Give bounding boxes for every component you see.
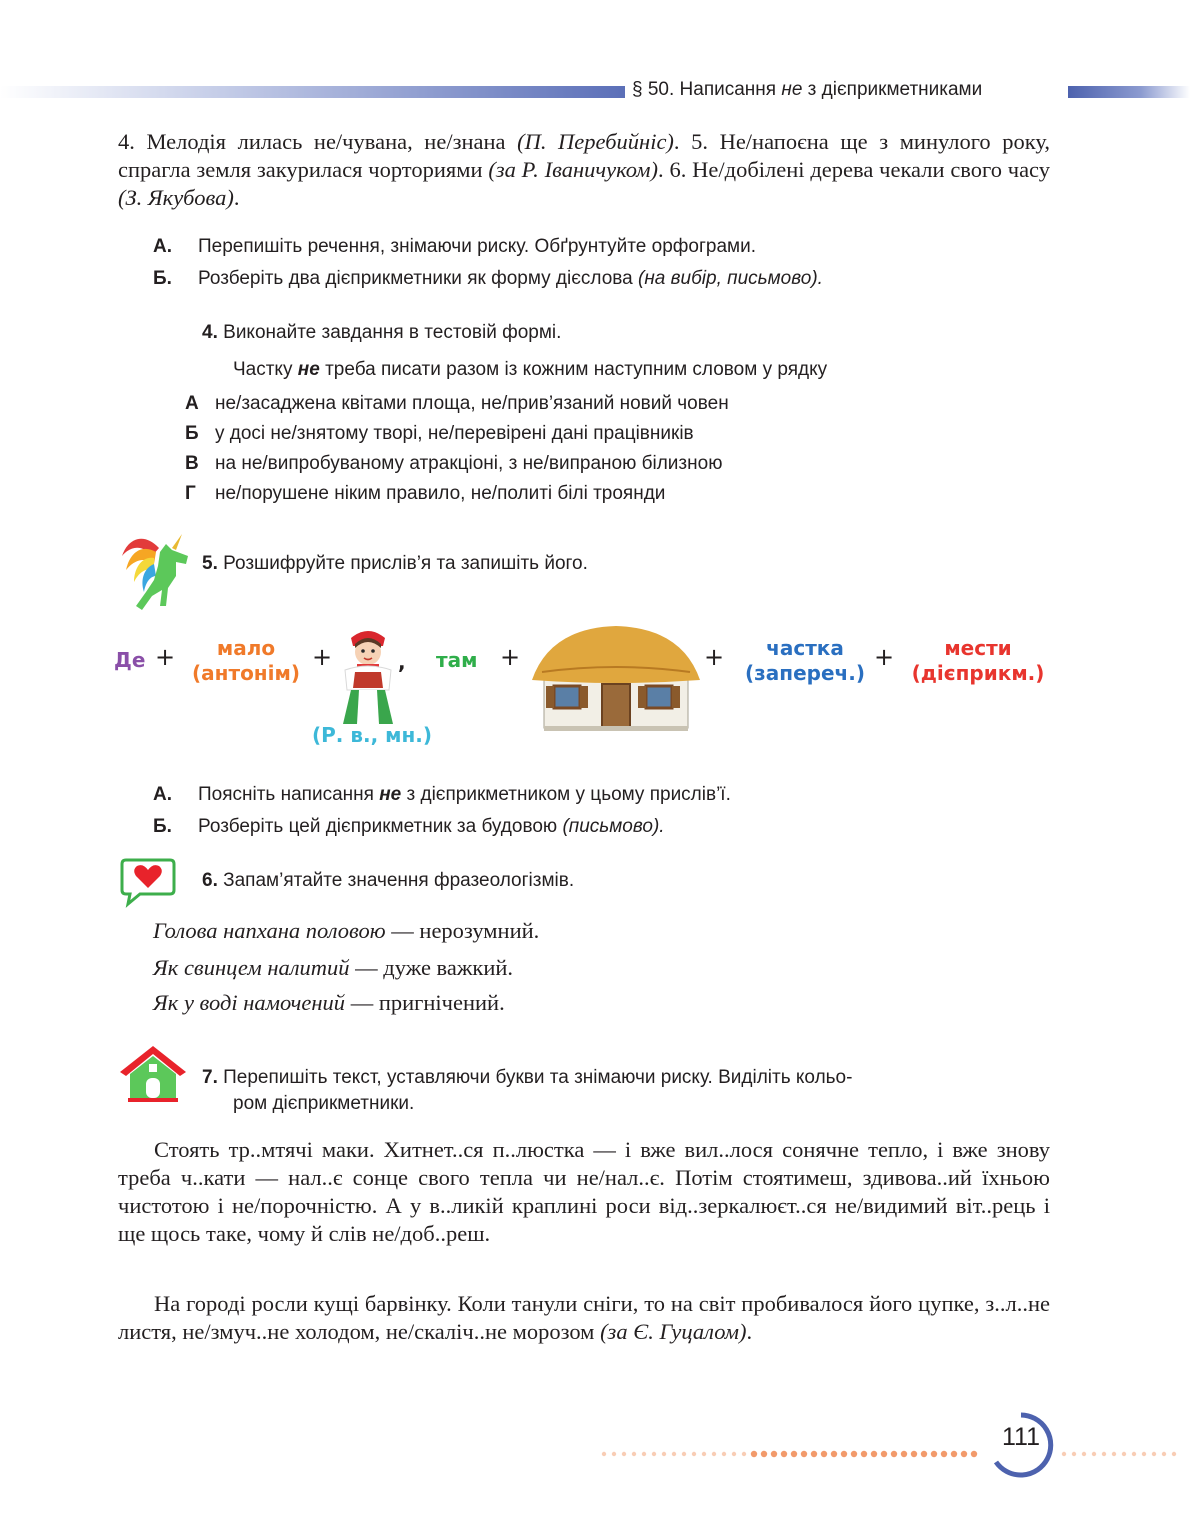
exercise-5-title: 5. Розшифруйте прислів’я та запишіть його. [202,553,588,574]
rebus-plus: + [704,643,725,671]
option-letter[interactable]: Г [185,483,196,504]
footer-dot [1112,1452,1116,1456]
exercise-6-title: 6. Запам’ятайте значення фразеологізмів. [202,870,575,891]
footer-dot [672,1452,676,1456]
exercise-4-title: 4. Виконайте завдання в тестовій формі. [202,322,562,343]
footer-dot [851,1451,857,1457]
footer-dot [801,1451,807,1457]
footer-dot [642,1452,646,1456]
footer-dot [791,1451,797,1457]
task-text: Розберіть цей дієприкметник за будовою (письмово). [198,816,665,837]
intro-sentences: 4. Мелодія лилась не/чувана, не/знана (П. Перебийніс). 5. Не/напоєна ще з минулого року, спрагла земля закурилася чорториями (за Р. Іваничуком). 6. Не/добілені дерева чекали свого часу (З. Якубова). [118,129,1050,210]
rebus-plus: + [874,643,895,671]
header-bar-left [0,86,625,98]
task-letter: Б. [153,816,172,837]
task-letter: А. [153,784,172,805]
header-bar-right [1068,86,1190,98]
footer-dot [881,1451,887,1457]
rebus-word-chastka: частка (запереч.) [745,636,865,685]
footer-dot [1092,1452,1096,1456]
rebus-word-de: Де [114,648,146,672]
footer-dot [1122,1452,1126,1456]
footer-dot [612,1452,616,1456]
footer-dot [951,1451,957,1457]
footer-dot [1102,1452,1106,1456]
rebus-comma: , [398,650,406,674]
page-number: 111 [1001,1423,1040,1451]
footer-dot [781,1451,787,1457]
footer-dot [941,1451,947,1457]
home-icon [118,1044,188,1102]
footer-dot [682,1452,686,1456]
footer-dot [702,1452,706,1456]
exercise-7-title: 7. Перепишіть текст, уставляючи букви та знімаючи риску. Виділіть кольо- [202,1067,853,1088]
footer-dot [662,1452,666,1456]
footer-dot [961,1451,967,1457]
task-text: Розберіть два дієприкметники як форму дієслова (на вибір, письмово). [198,268,823,289]
option-letter[interactable]: Б [185,423,199,444]
footer-dot [871,1451,877,1457]
footer-dot [652,1452,656,1456]
footer-dot [821,1451,827,1457]
footer-dot [831,1451,837,1457]
footer-dot [1132,1452,1136,1456]
option-letter[interactable]: В [185,453,199,474]
footer-dot [971,1451,977,1457]
rebus-plus: + [155,643,176,671]
option-text[interactable]: не/засаджена квітами площа, не/прив’язаний новий човен [215,393,729,414]
footer-dot [811,1451,817,1457]
option-text[interactable]: на не/випробуваному атракціоні, з не/випраною білизною [215,453,723,474]
option-text[interactable]: у досі не/знятому творі, не/перевірені дані працівників [215,423,694,444]
task-letter: А. [153,236,172,257]
footer-dot [1162,1452,1166,1456]
rebus-plus: + [500,643,521,671]
footer-dot [692,1452,696,1456]
footer-dot [911,1451,917,1457]
footer-dot [742,1452,746,1456]
rebus-caption-person: (Р. в., мн.) [311,723,433,747]
footer-dot [841,1451,847,1457]
footer-dot [732,1452,736,1456]
option-letter[interactable]: А [185,393,199,414]
idiom-line: Голова напхана половою — нерозумний. [153,918,540,943]
idiom-line: Як свинцем налитий — дуже важкий. [153,955,514,980]
footer-dot [1072,1452,1076,1456]
footer-dot [761,1451,767,1457]
footer-dots [600,1446,1190,1456]
unicorn-icon [114,530,200,616]
footer-dot [751,1451,757,1457]
footer-dot [891,1451,897,1457]
footer-dot [921,1451,927,1457]
footer-dot [1172,1452,1176,1456]
footer-dot [722,1452,726,1456]
exercise-7-paragraph-2: На городі росли кущі барвінку. Коли танули сніги, то на світ пробивалося його цупке, з..л..не листя, не/змуч..не холодом, не/скаліч..не морозом (за Є. Гуцалом). [118,1291,1050,1344]
footer-dot [1062,1452,1066,1456]
idiom-line: Як у воді намочений — пригнічений. [153,990,505,1015]
exercise-4-question: Частку не треба писати разом із кожним наступним словом у рядку [233,359,828,380]
task-text: Поясніть написання не з дієприкметником у цьому прислів’ї. [198,784,731,805]
section-header: § 50. Написання не з дієприкметниками [632,79,983,100]
footer-dot [861,1451,867,1457]
rebus-plus: + [312,643,333,671]
footer-dot [901,1451,907,1457]
thatched-house-icon [530,622,702,732]
footer-dot [1142,1452,1146,1456]
exercise-7-paragraph-1: Стоять тр..мтячі маки. Хитнет..ся п..люстка — і вже вил..лося сонячне тепло, і вже знову треба ч..кати — нал..є сонце свого тепла чи не/нал..є. Потім стоятимеш, здивова..ий їхньою чистотою і не/порочністю. А у в..ликій краплині роси від..зеркалюєт..ся не/видимий віт..рець і ще щось таке, чому й слів не/доб..реш. [118,1137,1050,1246]
woman-in-costume-icon [333,626,403,726]
footer-dot [632,1452,636,1456]
footer-dot [931,1451,937,1457]
footer-dot [622,1452,626,1456]
footer-dot [1082,1452,1086,1456]
footer-dot [602,1452,606,1456]
task-text: Перепишіть речення, знімаючи риску. Обґрунтуйте орфограми. [198,236,756,257]
footer-dot [771,1451,777,1457]
exercise-7-title-cont: ром дієприкметники. [233,1093,415,1114]
rebus-word-tam: там [436,648,478,672]
heart-chat-icon [118,856,178,908]
rebus-word-mesty: мести (дієприкм.) [911,636,1045,685]
footer-dot [712,1452,716,1456]
footer-dot [1152,1452,1156,1456]
rebus-word-malo: мало (антонім) [192,636,300,685]
task-letter: Б. [153,268,172,289]
option-text[interactable]: не/порушене ніким правило, не/политі білі троянди [215,483,666,504]
